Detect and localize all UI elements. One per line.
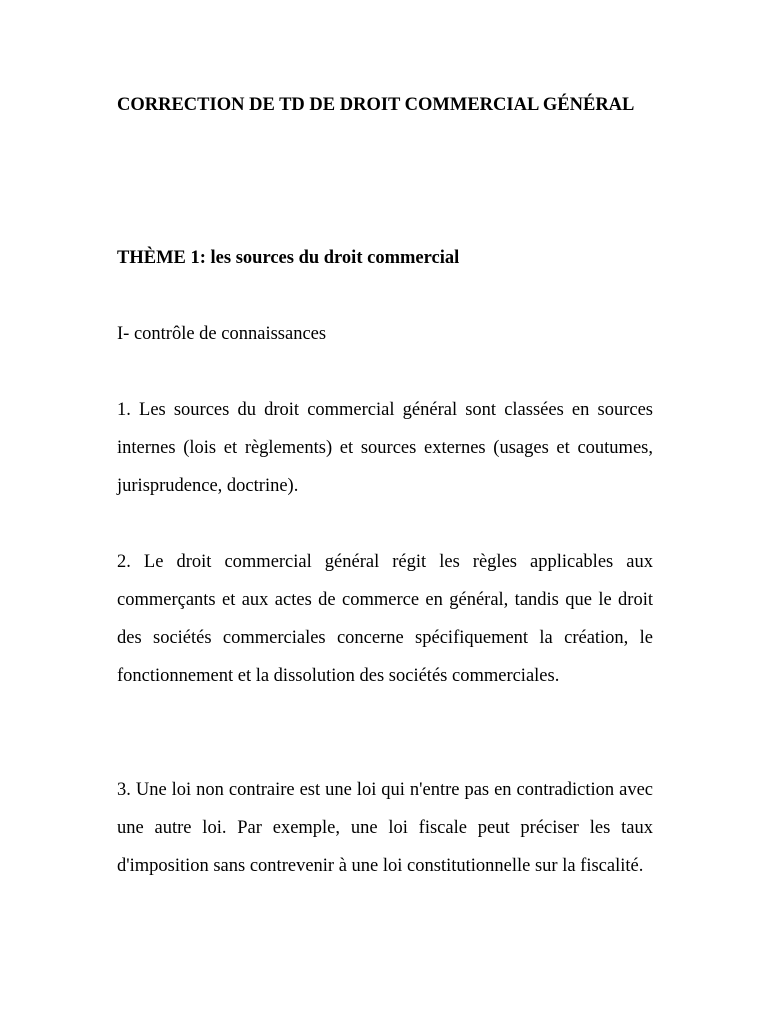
document-page: [117, 86, 653, 876]
paragraph-1: 1. Les sources du droit commercial général sont classées en sources internes (lois et règlements) et sources externes (usages et coutumes, jurisprudence, doctrine).: [117, 400, 653, 496]
theme-heading: THÈME 1: les sources du droit commercial: [117, 248, 460, 268]
paragraph-3: 3. Une loi non contraire est une loi qui n'entre pas en contradiction avec une autre loi. Par exemple, une loi fiscale peut préciser les taux d'imposition sans contrevenir à une loi constitutionnelle sur la fiscalité.: [117, 780, 653, 876]
paragraph-2: 2. Le droit commercial général régit les règles applicables aux commerçants et aux actes de commerce en général, tandis que le droit des sociétés commerciales concerne spécifiquement la création, le fonctionnement et la dissolution des sociétés commerciales.: [117, 552, 653, 686]
section-heading: I- contrôle de connaissances: [117, 324, 327, 344]
document-title: CORRECTION DE TD DE DROIT COMMERCIAL GÉNÉRAL: [117, 95, 635, 115]
